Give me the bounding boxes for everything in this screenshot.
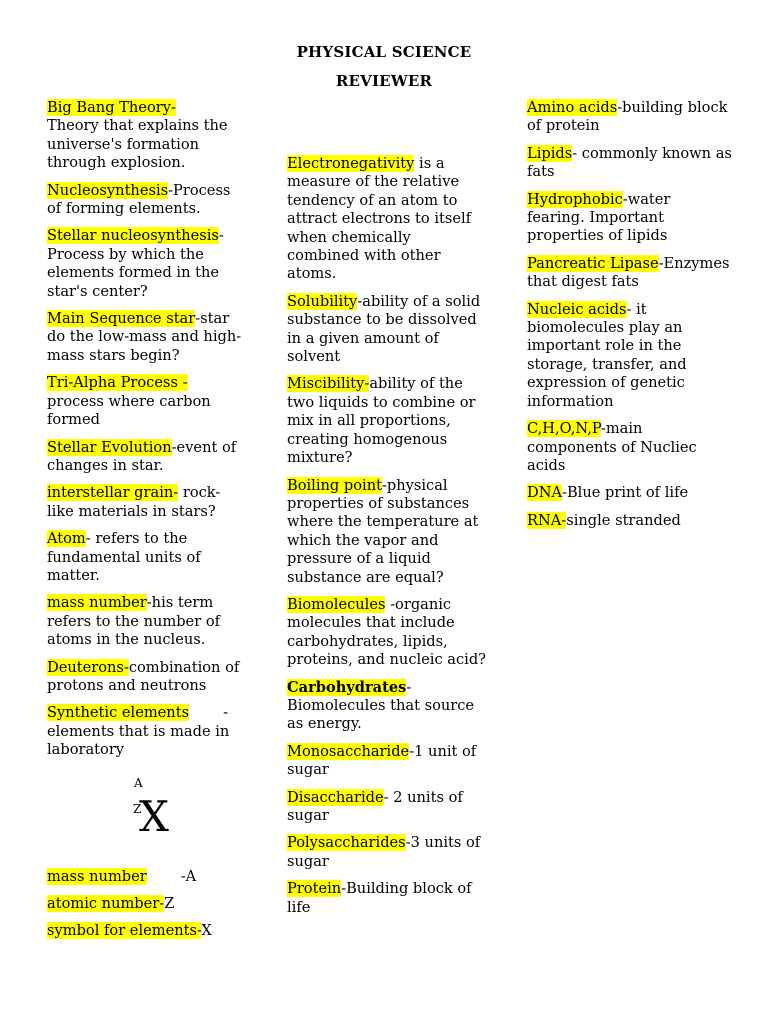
term-label: symbol for elements-: [47, 922, 202, 940]
term-entry: [527, 420, 732, 475]
term-entry: [47, 310, 247, 365]
term-entry: [47, 439, 247, 476]
term-entry: [287, 375, 487, 467]
term-entry: [47, 594, 247, 649]
column-left: [47, 99, 247, 950]
mass-number-symbol: A: [134, 775, 143, 790]
term-entry: [287, 834, 487, 871]
term-label: Biomolecules: [287, 595, 386, 613]
term-description: - commonly known as fats: [527, 144, 732, 181]
term-entry: [527, 301, 732, 411]
term-entry: [287, 789, 487, 826]
term-description: -Process by which the elements formed in the star's center?: [47, 227, 224, 300]
term-description: Theory that explains the universe's formation through explosion.: [47, 117, 228, 172]
term-label: DNA: [527, 484, 563, 502]
term-label: Stellar Evolution: [47, 438, 172, 456]
term-entry: [527, 484, 732, 502]
term-description: -1 unit of sugar: [287, 742, 477, 779]
term-description: -event of changes in star.: [47, 438, 237, 474]
term-description: -his term refers to the number of atoms in the nucleus.: [47, 594, 221, 649]
term-label: Atom: [47, 530, 86, 548]
term-label: Hydrophobic: [527, 190, 623, 208]
term-description: -Process of forming elements.: [47, 181, 231, 218]
term-entry: [287, 880, 487, 917]
term-entry: [47, 704, 247, 759]
term-entry: [47, 182, 247, 219]
term-entry: [47, 374, 247, 429]
term-label: mass number: [47, 867, 147, 885]
term-description: combination of protons and neutrons: [47, 658, 240, 694]
term-entry: [527, 512, 732, 530]
term-label: Deuterons-: [47, 658, 129, 676]
term-label: Pancreatic Lipase: [527, 254, 659, 272]
term-label: RNA-: [527, 511, 567, 529]
term-entry: [527, 191, 732, 246]
term-description: -Building block of life: [287, 880, 472, 916]
term-description: -organic molecules that include carbohydrates, lipids, proteins, and nucleic acid?: [287, 595, 486, 669]
term-label: Big Bang Theory-: [47, 99, 176, 116]
element-symbol: X: [139, 791, 169, 841]
term-entry: [47, 99, 247, 173]
term-description: -Enzymes that digest fats: [527, 254, 730, 291]
term-label: Boiling point: [287, 476, 382, 494]
term-label: Solubility: [287, 292, 358, 310]
term-description: -star do the low-mass and high-mass stars begin?: [47, 310, 242, 364]
term-label: Nucleic acids: [527, 300, 627, 318]
term-entry: [287, 293, 487, 367]
term-label: Synthetic elements: [47, 704, 190, 722]
term-description: -water fearing. Important properties of lipids: [527, 190, 671, 245]
page-subtitle: REVIEWER: [335, 72, 433, 90]
term-label: Lipids: [527, 144, 573, 162]
term-description: is a measure of the relative tendency of an atom to attract electrons to itself when chemically combined with other atoms.: [287, 155, 472, 283]
term-label: mass number: [47, 594, 147, 612]
term-label: Stellar nucleosynthesis: [47, 227, 219, 245]
term-label: Carbohydrates: [287, 678, 407, 696]
nuclide-notation: [47, 774, 247, 862]
term-entry: [287, 155, 487, 284]
term-description: ability of the two liquids to combine or mix in all proportions, creating homogenous mixture?: [287, 375, 476, 467]
term-entry: [47, 530, 247, 585]
term-description: Z: [164, 895, 175, 912]
term-description: process where carbon formed: [47, 392, 211, 429]
term-label: C,H,O,N,P: [527, 420, 601, 438]
term-description: - 2 units of sugar: [287, 788, 463, 824]
column-right: [527, 99, 732, 539]
term-label: Tri-Alpha Process -: [47, 374, 188, 392]
atomic-number-symbol: Z: [133, 801, 142, 816]
term-entry: [287, 679, 487, 734]
term-description: single stranded: [566, 511, 681, 529]
term-description: -ability of a solid substance to be dissolved in a given amount of solvent: [287, 292, 481, 366]
term-label: Protein: [287, 880, 342, 898]
term-label: atomic number-: [47, 895, 165, 912]
term-description: -Biomolecules that source as energy.: [287, 678, 475, 733]
term-label: Miscibility-: [287, 375, 370, 393]
term-description: - refers to the fundamental units of matter.: [47, 530, 201, 584]
term-label: Amino acids: [527, 99, 618, 116]
term-label: Nucleosynthesis: [47, 181, 169, 199]
notation-entry: [47, 868, 247, 886]
term-label: Main Sequence star: [47, 310, 196, 328]
term-entry: [47, 227, 247, 301]
term-entry: [527, 99, 732, 136]
term-entry: [287, 477, 487, 587]
page-title: PHYSICAL SCIENCE: [296, 43, 472, 61]
term-description: rock-like materials in stars?: [47, 484, 221, 520]
term-label: Monosaccharide: [287, 742, 410, 760]
term-description: -building block of protein: [527, 99, 728, 135]
term-entry: [527, 145, 732, 182]
notation-entry: [47, 895, 247, 913]
term-description: - it biomolecules play an important role in the storage, transfer, and expression of genetic information: [527, 300, 687, 410]
term-label: Polysaccharides: [287, 834, 406, 852]
term-description: -Blue print of life: [562, 484, 689, 502]
term-description: -main components of Nucliec acids: [527, 420, 697, 474]
term-entry: [287, 596, 487, 670]
term-label: interstellar grain-: [47, 484, 179, 502]
column-middle: [287, 155, 487, 926]
term-description: -physical properties of substances where the temperature at which the vapor and pressure of a liquid substance are equal?: [287, 476, 479, 586]
term-label: Disaccharide: [287, 788, 384, 806]
term-description: X: [201, 922, 212, 940]
term-entry: [47, 659, 247, 696]
notation-entry: [47, 922, 247, 940]
term-description: -3 units of sugar: [287, 834, 481, 870]
term-label: Electronegativity: [287, 155, 415, 172]
term-description: -elements that is made in laboratory: [47, 704, 230, 759]
term-entry: [287, 743, 487, 780]
term-entry: [47, 484, 247, 521]
term-entry: [527, 255, 732, 292]
term-description: -A: [180, 867, 197, 885]
